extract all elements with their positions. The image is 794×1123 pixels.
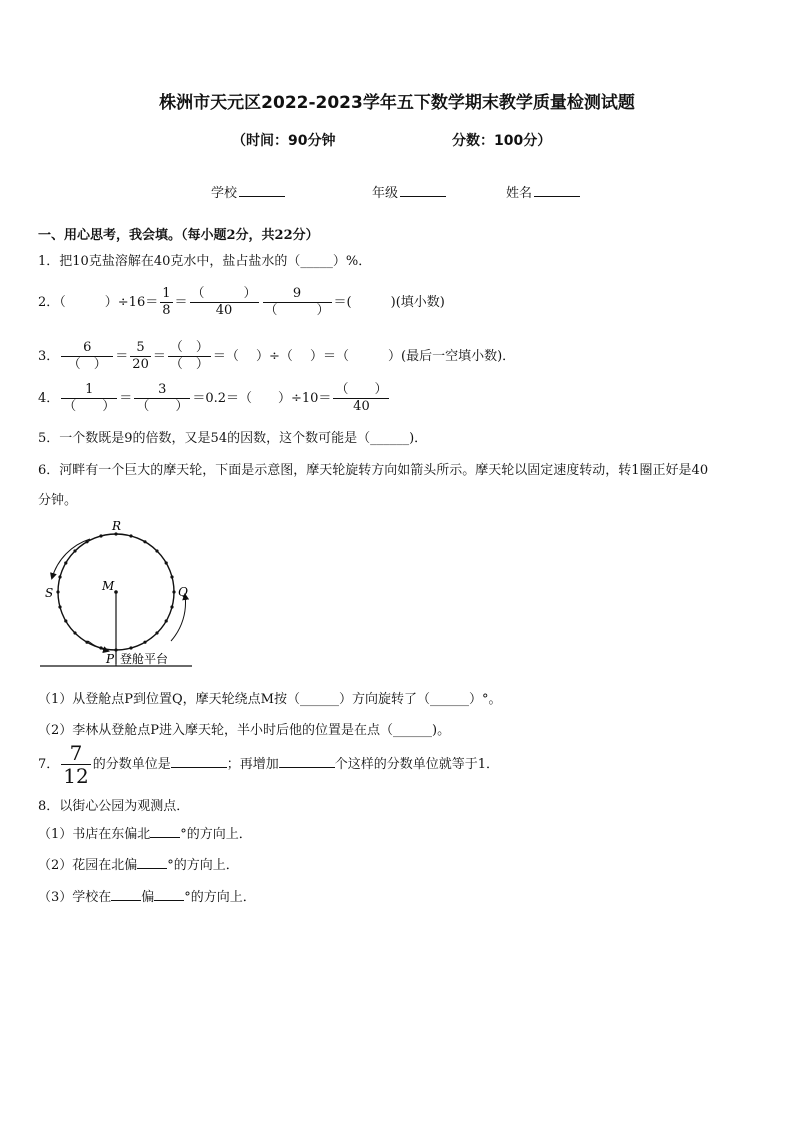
numerator: 1: [162, 286, 171, 301]
equation-text: 个这样的分数单位就等于1．: [334, 757, 500, 772]
numerator[interactable]: （ ）: [191, 286, 257, 301]
question-text: °的方向上．: [180, 827, 252, 842]
question-number: 4．: [38, 391, 60, 406]
question-4: [38, 382, 391, 415]
equals-sign: ＝: [152, 349, 166, 364]
fraction: [263, 286, 332, 319]
wheel-dot: [58, 605, 61, 608]
grade-label: 年级: [372, 186, 399, 201]
numerator: 7: [61, 742, 90, 765]
equals-sign: ＝: [115, 349, 129, 364]
denominator[interactable]: （ ）: [63, 399, 116, 414]
denominator: 40: [353, 399, 370, 414]
denominator[interactable]: （ ）: [169, 357, 209, 372]
grade-field: [372, 182, 446, 201]
grade-blank[interactable]: [400, 184, 446, 197]
wheel-dot: [56, 590, 59, 593]
wheel-dot: [172, 590, 175, 593]
question-8: 8．以街心公园为观测点．: [38, 799, 190, 814]
equation-text: （ ）÷16＝: [59, 295, 159, 310]
question-number: 2．: [38, 295, 60, 310]
school-blank[interactable]: [239, 184, 285, 197]
numerator: 6: [61, 340, 113, 357]
answer-blank[interactable]: [150, 826, 180, 838]
fraction: [134, 382, 190, 415]
fraction: [190, 286, 259, 319]
time-limit: （时间：90分钟: [232, 133, 336, 149]
answer-blank[interactable]: [279, 756, 335, 768]
wheel-dot: [170, 575, 173, 578]
fraction: [130, 340, 151, 373]
school-field: [211, 182, 285, 201]
answer-blank[interactable]: [154, 889, 184, 901]
wheel-dot: [73, 631, 76, 634]
numerator: 1: [61, 382, 117, 399]
fraction: [333, 382, 389, 415]
wheel-dot: [170, 605, 173, 608]
question-1: 1．把10克盐溶解在40克水中，盐占盐水的（_____）%．: [38, 254, 372, 269]
center-point: [114, 590, 118, 594]
numerator: 5: [130, 340, 151, 357]
wheel-dot: [64, 561, 67, 564]
total-score: 分数：100分）: [452, 133, 552, 149]
question-7: [38, 742, 499, 787]
numerator: 3: [134, 382, 190, 399]
denominator[interactable]: （ ）: [136, 399, 189, 414]
equation-text: 的分数单位是: [92, 757, 171, 772]
fraction: [160, 286, 172, 319]
equals-sign: ＝: [119, 391, 133, 406]
numerator[interactable]: （ ）: [169, 340, 209, 355]
fraction: [61, 340, 113, 373]
equation-text: ；再增加: [226, 757, 279, 772]
name-field: [506, 182, 580, 201]
question-6-line-1: 6．河畔有一个巨大的摩天轮，下面是示意图，摩天轮旋转方向如箭头所示。摩天轮以固定速度转动，转1圈正好是40: [38, 463, 709, 478]
equation-text: ＝（ ）÷（ ）＝（ ）(最后一空填小数)．: [212, 349, 516, 364]
question-text: （2）花园在北偏: [38, 858, 138, 873]
page-title: 株洲市天元区2022-2023学年五下数学期末教学质量检测试题: [159, 93, 635, 113]
question-8-part-1: [38, 823, 252, 842]
question-text: 偏: [141, 890, 155, 905]
question-text: （1）书店在东偏北: [38, 827, 151, 842]
fraction: [61, 382, 117, 415]
label-S: S: [45, 586, 54, 600]
denominator[interactable]: （ ）: [67, 357, 107, 372]
label-M: M: [102, 579, 115, 593]
question-5: 5．一个数既是9的倍数，又是54的因数，这个数可能是（______)．: [38, 431, 428, 446]
fraction: [168, 340, 211, 373]
question-text: （3）学校在: [38, 890, 112, 905]
rotation-arrow-left: [52, 539, 90, 578]
numerator[interactable]: （ ）: [335, 382, 388, 397]
section-heading: 一、用心思考，我会填。（每小题2分，共22分）: [38, 228, 319, 243]
name-label: 姓名: [506, 186, 533, 201]
answer-blank[interactable]: [137, 857, 167, 869]
wheel-dot: [155, 549, 158, 552]
denominator: 12: [63, 764, 89, 788]
wheel-dot: [155, 631, 158, 634]
wheel-dot: [129, 646, 132, 649]
answer-blank[interactable]: [111, 889, 141, 901]
ferris-wheel-diagram: [36, 515, 206, 675]
equals-sign: ＝: [174, 295, 188, 310]
numerator: 9: [263, 286, 332, 303]
label-R: R: [112, 519, 122, 533]
question-6-line-2: 分钟。: [38, 493, 78, 508]
wheel-dot: [165, 619, 168, 622]
denominator: 20: [132, 357, 149, 372]
wheel-dot: [58, 575, 61, 578]
question-text: °的方向上．: [184, 890, 256, 905]
wheel-dot: [143, 540, 146, 543]
denominator: 40: [215, 303, 233, 318]
question-2: [38, 286, 445, 319]
question-8-part-2: [38, 854, 239, 873]
wheel-dot: [143, 641, 146, 644]
question-3: [38, 340, 515, 373]
denominator[interactable]: （ ）: [264, 303, 330, 318]
label-platform: 登舱平台: [120, 652, 169, 666]
question-number: 7．: [38, 757, 60, 772]
equation-text: ＝0.2＝（ ）÷10＝: [192, 391, 332, 406]
answer-blank[interactable]: [171, 756, 227, 768]
question-8-part-3: [38, 886, 256, 905]
equation-text: ＝( )(填小数): [333, 295, 445, 310]
wheel-dot: [64, 619, 67, 622]
wheel-dot: [129, 534, 132, 537]
school-label: 学校: [211, 186, 238, 201]
label-Q: Q: [178, 585, 188, 599]
wheel-dot: [73, 549, 76, 552]
question-number: 3．: [38, 349, 60, 364]
wheel-dot: [99, 534, 102, 537]
wheel-dot: [165, 561, 168, 564]
question-6-part-2: （2）李林从登舱点P进入摩天轮，半小时后他的位置是在点（______)。: [38, 723, 451, 738]
question-text: °的方向上．: [167, 858, 239, 873]
denominator: 8: [162, 303, 171, 318]
question-6-part-1: （1）从登舱点P到位置Q，摩天轮绕点M按（______）方向旋转了（______）°。: [38, 692, 502, 707]
fraction: [61, 742, 90, 787]
label-P: P: [106, 652, 115, 666]
name-blank[interactable]: [534, 184, 580, 197]
